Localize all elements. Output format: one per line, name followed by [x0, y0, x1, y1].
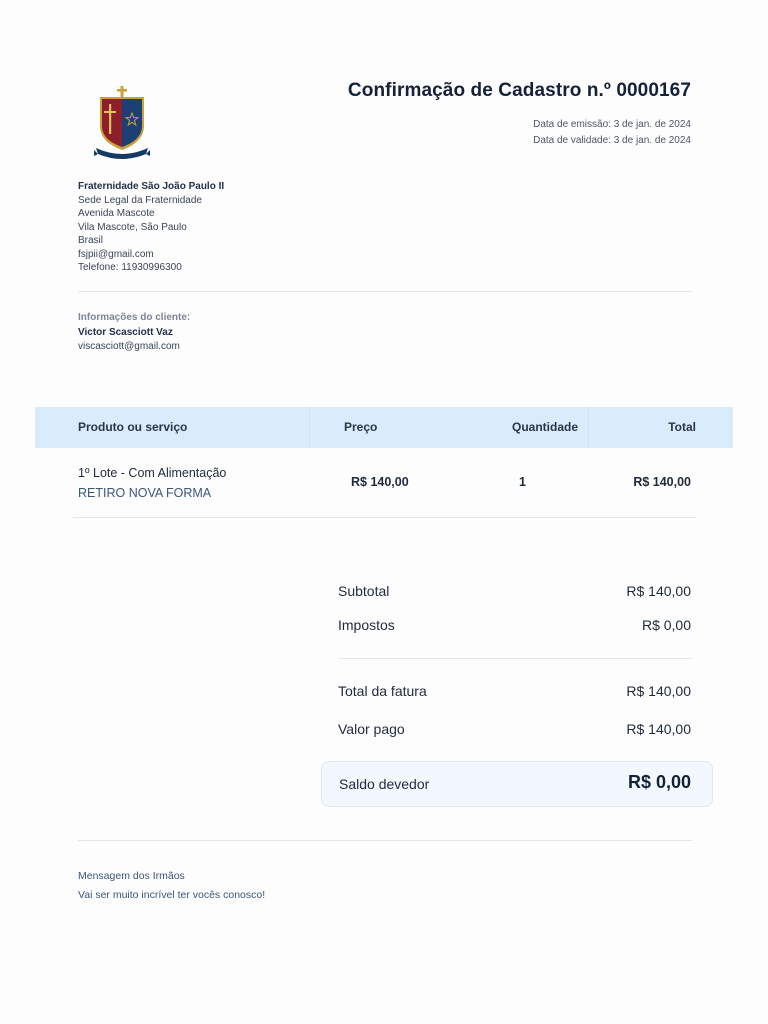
client-name: Victor Scasciott Vaz: [78, 327, 173, 338]
organization-name: Fraternidade São João Paulo II: [78, 181, 225, 192]
balance-label: Saldo devedor: [339, 776, 430, 792]
organization-email: fsjpii@gmail.com: [78, 248, 154, 260]
organization-line: Brasil: [78, 235, 104, 246]
message: [78, 867, 265, 905]
product-name: 1º Lote - Com Alimentação: [78, 466, 227, 480]
paid-value: R$ 140,00: [626, 721, 691, 737]
balance-value: R$ 0,00: [627, 772, 691, 792]
issue-date: Data de emissão: 3 de jan. de 2024: [533, 119, 691, 130]
header-quantity: Quantidade: [512, 420, 579, 434]
invoice-total-value: R$ 140,00: [626, 683, 691, 699]
row-total: R$ 140,00: [633, 475, 691, 489]
column-separator: [588, 407, 589, 448]
invoice-total-label: Total da fatura: [338, 683, 427, 699]
divider: [73, 517, 696, 518]
organization-phone: Telefone: 11930996300: [78, 262, 182, 273]
divider: [338, 658, 692, 659]
message-title: Mensagem dos Irmãos: [78, 870, 185, 882]
organization-line: Vila Mascote, São Paulo: [78, 221, 187, 233]
column-separator: [309, 407, 310, 448]
client-info: [78, 311, 190, 354]
document-title: Confirmação de Cadastro n.º 0000167: [347, 80, 691, 101]
table-header: [35, 407, 733, 448]
organization-line: Avenida Mascote: [78, 208, 155, 219]
table-row: [78, 463, 226, 503]
client-email: viscasciott@gmail.com: [78, 341, 180, 352]
divider: [78, 291, 692, 292]
taxes-value: R$ 0,00: [641, 617, 691, 633]
product-description: RETIRO NOVA FORMA: [78, 486, 212, 500]
subtotal-label: Subtotal: [338, 583, 390, 599]
header-product: Produto ou serviço: [78, 420, 188, 434]
client-label: Informações do cliente:: [78, 312, 191, 323]
message-body: Vai ser muito incrível ter vocês conosco!: [78, 889, 266, 901]
paid-label: Valor pago: [338, 721, 405, 737]
document-dates: [533, 117, 691, 149]
header-total: Total: [668, 420, 696, 434]
subtotal-value: R$ 140,00: [626, 583, 691, 599]
row-quantity: 1: [519, 475, 526, 489]
valid-date: Data de validade: 3 de jan. de 2024: [533, 135, 691, 146]
divider: [78, 840, 692, 841]
taxes-label: Impostos: [338, 617, 395, 633]
row-price: R$ 140,00: [351, 475, 409, 489]
header-price: Preço: [344, 420, 378, 434]
organization-info: [78, 180, 224, 275]
organization-line: Sede Legal da Fraternidade: [78, 194, 202, 206]
crest-shield-icon: [92, 86, 152, 162]
